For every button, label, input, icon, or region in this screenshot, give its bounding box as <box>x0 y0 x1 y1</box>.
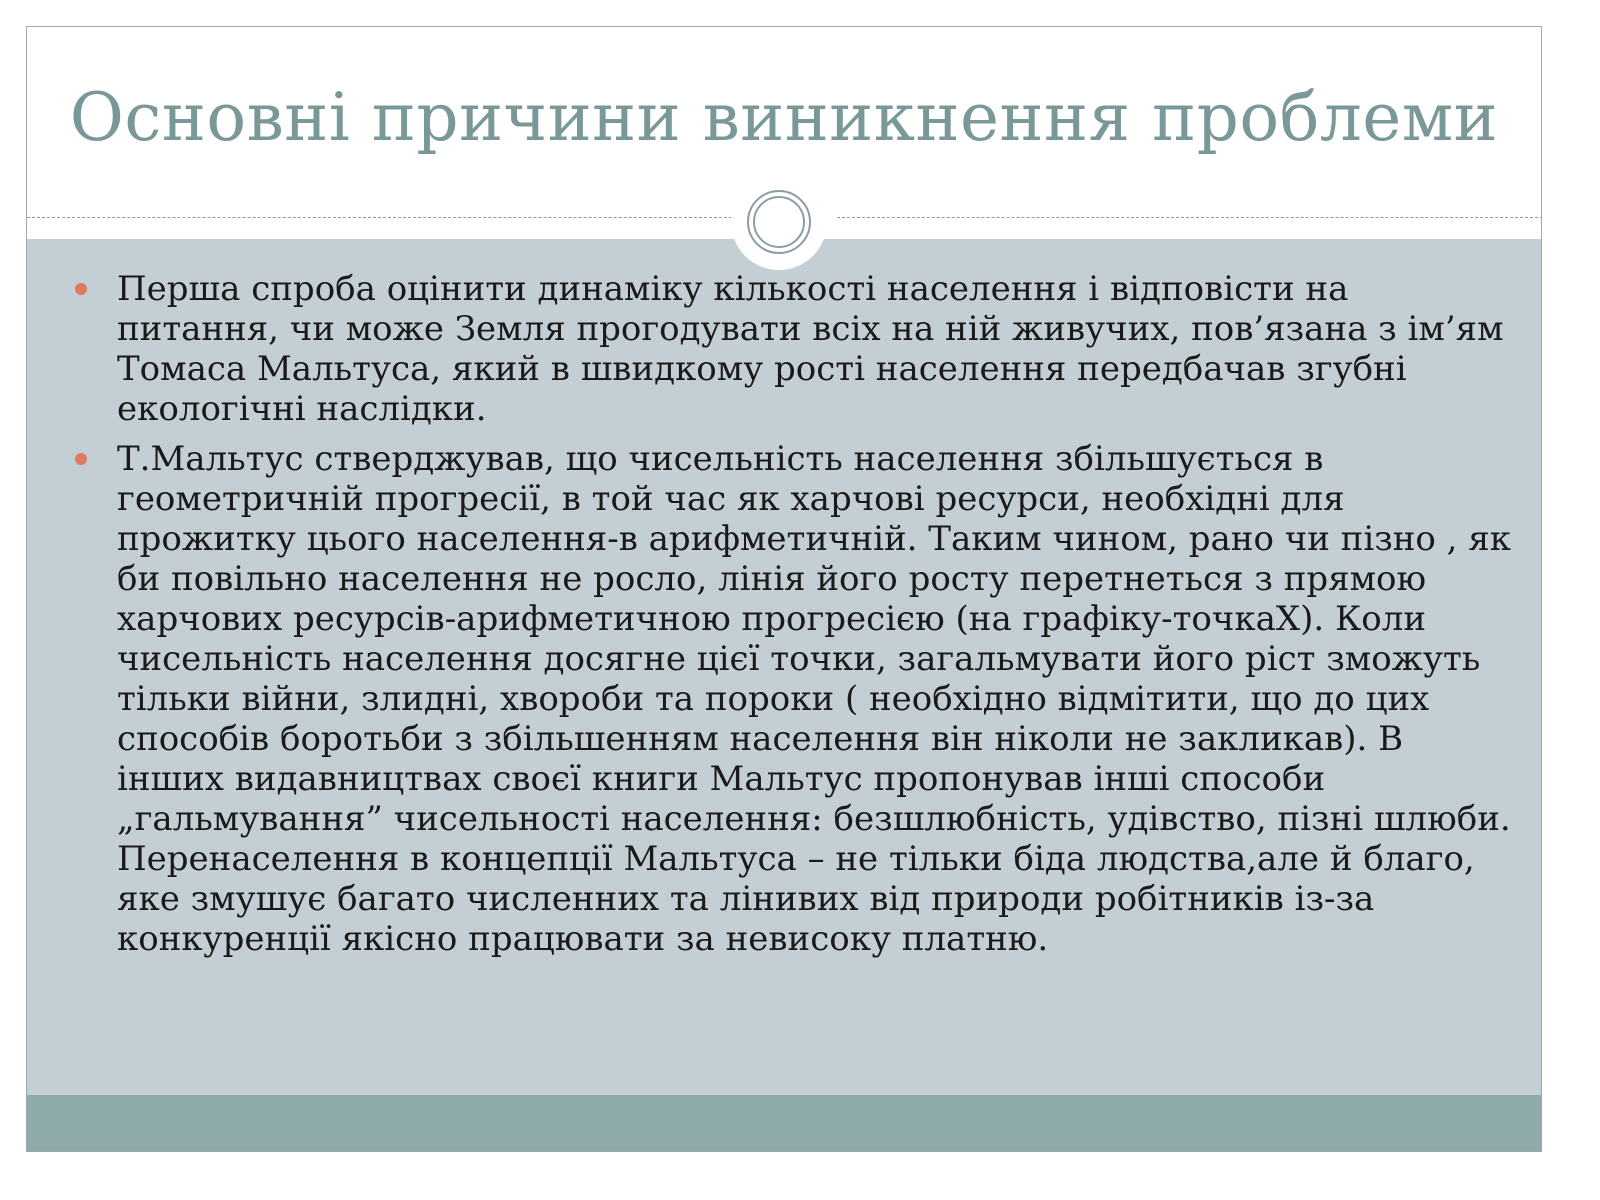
bullet-dot-icon <box>75 283 87 295</box>
slide <box>26 26 1542 1152</box>
decorative-circle-icon <box>731 174 827 270</box>
circle-ring-inner <box>753 196 805 248</box>
footer-bar <box>27 1095 1541 1152</box>
bullet-item-2 <box>71 439 1511 959</box>
bullet-item-1 <box>71 269 1511 429</box>
bullet-text-2: Т.Мальтус стверджував, що чисельність населення збільшується в геометричній прогресії, в той час як харчові ресурси, необхідні для прожитку цього населення-в арифметичній. Таким чином, рано чи пізно , як би повільно населення не росло, лінія його росту перетнеться з прямою харчових ресурсів-арифметичною прогресією (на графіку-точкаX). Коли чисельність населення досягне цієї точки, загальмувати його ріст зможуть тільки війни, злидні, хвороби та пороки ( необхідно відмітити, що до цих способів боротьби з збільшенням населення він ніколи не закликав). В інших видавництвах своєї книги Мальтус пропонував інші способи „гальмування” чисельності населення: безшлюбність, удівство, пізні шлюби. Перенаселення в концепції Мальтуса – не тільки біда людства,але й благо, яке змушує багато численних та лінивих від природи робітників із-за конкуренції якісно працювати за невисоку платню. <box>117 439 1511 959</box>
slide-title: Основні причини виникнення проблеми <box>69 79 1499 156</box>
bullet-dot-icon <box>75 453 87 465</box>
divider-left <box>27 217 732 218</box>
divider-right <box>837 217 1542 218</box>
bullet-list <box>71 269 1511 969</box>
bullet-text-1: Перша спроба оцінити динаміку кількості населення і відповісти на питання, чи може Земля прогодувати всіх на ній живучих, пов’язана з ім’ям Томаса Мальтуса, який в швидкому рості населення передбачав згубні екологічні наслідки. <box>117 269 1504 429</box>
